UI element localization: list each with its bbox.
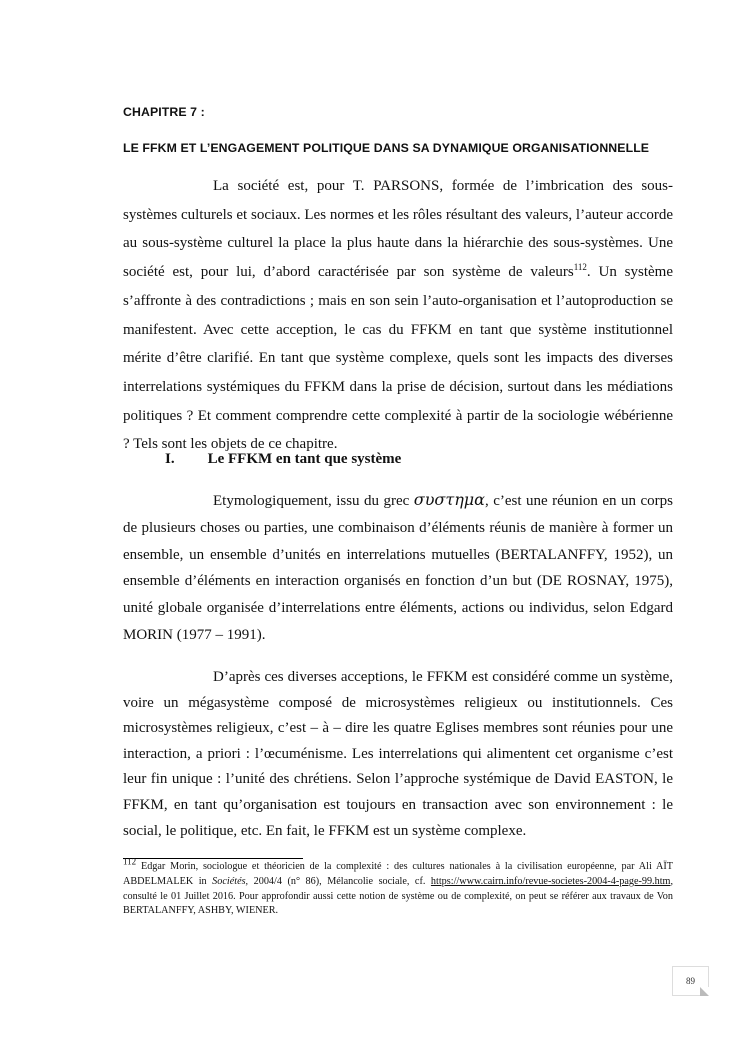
section-heading xyxy=(165,451,401,468)
footnote-number: 112 xyxy=(123,856,137,867)
greek-word: συστημα xyxy=(413,490,485,509)
section-title: Le FFKM en tant que système xyxy=(207,451,402,467)
text: Etymologiquement, issu du grec xyxy=(213,493,414,509)
section-number: I. xyxy=(165,451,175,467)
text: Edgar Morin, sociologue et théoricien de la complexité : des cultures nationales à la civilisation européenne, par Ali AÏT ABDELMALEK in xyxy=(123,861,673,887)
text: , consulté le 01 Juillet 2016. Pour approfondir aussi cette notion de système ou de complexité, on peut se référer aux travaux de Von BERTALANFFY, ASHBY, WIENER. xyxy=(123,875,673,917)
text: , c’est une réunion en un corps de plusieurs choses ou parties, une combinaison d’éléments réunis de manière à former un ensemble, un ensemble d’unités en interrelations mutuelles (BERTALANFFY, 1952), un ensemble d’éléments en interaction organisés en fonction d’un but (DE ROSNAY, 1975), unité globale organisée d’interrelations entre éléments, actions ou individus, selon Edgard MORIN (1977 – 1991). xyxy=(123,493,673,643)
chapter-label: CHAPITRE 7 : xyxy=(123,105,205,119)
footnote xyxy=(123,856,673,919)
footnote-link[interactable]: https://www.cairn.info/revue-societes-2004-4-page-99.htm xyxy=(430,875,671,887)
text: La société est, pour T. PARSONS, formée de l’imbrication des sous-systèmes culturels et sociaux. Les normes et les rôles résultant des valeurs, l’auteur accorde au sous-système culturel la place la plus haute dans la hiérarchie des sous-systèmes. Une société est, pour lui, d’abord caractérisée par son système de valeurs xyxy=(123,178,673,281)
footnote-divider xyxy=(123,858,303,859)
chapter-title: LE FFKM ET L’ENGAGEMENT POLITIQUE DANS SA DYNAMIQUE ORGANISATIONNELLE xyxy=(123,141,650,155)
paragraph-intro xyxy=(123,172,673,459)
page-number-box xyxy=(672,966,709,996)
page-number: 89 xyxy=(686,976,695,986)
text: . Un système s’affronte à des contradictions ; mais en son sein l’auto-organisation et l’autoproduction se manifestent. Avec cette acception, le cas du FFKM en tant que système institutionnel mérite d’être clarifié. En tant que système complexe, quels sont les impacts des diverses interrelations systémiques du FFKM dans la prise de décision, surtout dans les médiations politiques ? Et comment comprendre cette complexité à partir de la sociologie wébérienne ? Tels sont les objets de ce chapitre. xyxy=(123,264,673,453)
journal-title: Sociétés, xyxy=(212,875,249,887)
text: 2004/4 (n° 86), Mélancolie sociale, cf. xyxy=(248,875,431,887)
page-curl-icon xyxy=(700,987,709,996)
paragraph-ffkm-system xyxy=(123,665,673,844)
text: D’après ces diverses acceptions, le FFKM est considéré comme un système, voire un mégasystème composé de microsystèmes religieux ou institutionnels. Ces microsystèmes religieux, c’est – à – dire les quatre Eglises membres sont réunies pour une interaction, a priori : l’œcuménisme. Les interrelations qui alimentent cet organisme c’est leur fin unique : l’unité des chrétiens. Selon l’approche systémique de David EASTON, le FFKM, en tant qu’organisation est toujours en transaction avec son environnement : le social, le politique, etc. En fait, le FFKM est un système complexe. xyxy=(123,669,673,839)
paragraph-etymology xyxy=(123,487,673,649)
footnote-ref[interactable]: 112 xyxy=(573,262,587,273)
